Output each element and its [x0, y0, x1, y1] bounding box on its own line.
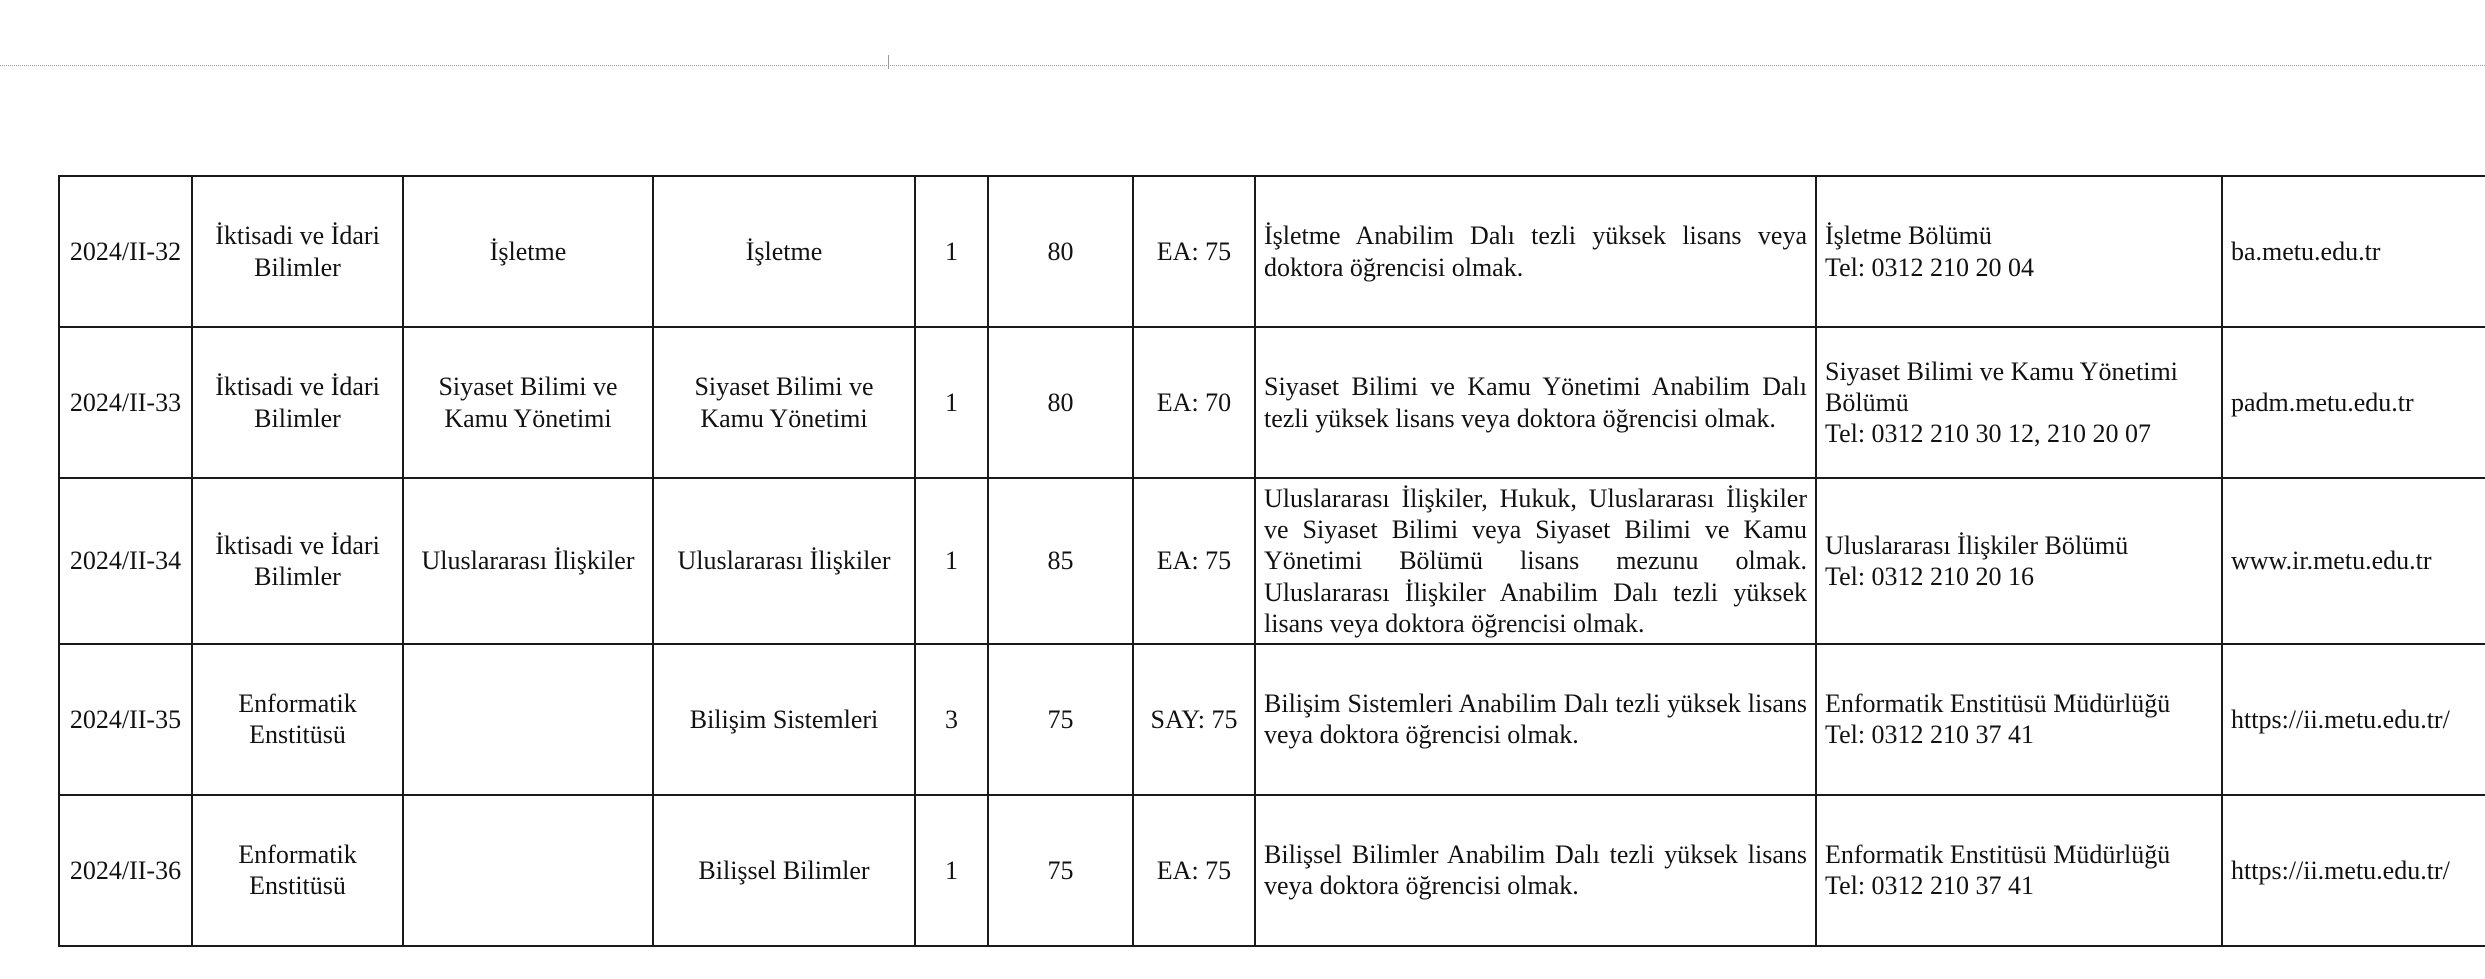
- score-cell: 85: [988, 478, 1133, 644]
- requirement-cell: Uluslararası İlişkiler, Hukuk, Uluslararası İlişkiler ve Siyaset Bilimi veya Siyaset Bilimi ve Kamu Yönetimi Bölümü lisans mezunu olmak. Uluslararası İlişkiler Anabilim Dalı tezli yüksek lisans veya doktora öğrencisi olmak.: [1255, 478, 1816, 644]
- score-cell: 80: [988, 327, 1133, 478]
- ales-cell: EA: 75: [1133, 478, 1255, 644]
- contact-cell: [1816, 176, 2222, 327]
- website-cell: https://ii.metu.edu.tr/: [2222, 795, 2485, 946]
- quota-cell: 1: [915, 795, 988, 946]
- department-cell: İşletme: [403, 176, 653, 327]
- contact-phone: Tel: 0312 210 20 04: [1825, 252, 2035, 282]
- ales-cell: EA: 70: [1133, 327, 1255, 478]
- contact-unit: Enformatik Enstitüsü Müdürlüğü: [1825, 689, 2171, 719]
- website-cell: https://ii.metu.edu.tr/: [2222, 644, 2485, 795]
- announcement-number: 2024/II-35: [59, 644, 192, 795]
- website-cell: padm.metu.edu.tr: [2222, 327, 2485, 478]
- contact-unit: İşletme Bölümü: [1825, 221, 1992, 251]
- program-cell: Bilişsel Bilimler: [653, 795, 915, 946]
- department-cell: Uluslararası İlişkiler: [403, 478, 653, 644]
- website-cell: ba.metu.edu.tr: [2222, 176, 2485, 327]
- announcement-number: 2024/II-33: [59, 327, 192, 478]
- program-cell: Bilişim Sistemleri: [653, 644, 915, 795]
- quota-cell: 1: [915, 176, 988, 327]
- table-row: [59, 478, 2485, 644]
- ales-cell: SAY: 75: [1133, 644, 1255, 795]
- contact-phone: Tel: 0312 210 30 12, 210 20 07: [1825, 419, 2152, 449]
- contact-cell: [1816, 327, 2222, 478]
- department-cell: [403, 795, 653, 946]
- table-row: [59, 327, 2485, 478]
- requirement-cell: İşletme Anabilim Dalı tezli yüksek lisans veya doktora öğrencisi olmak.: [1255, 176, 1816, 327]
- contact-phone: Tel: 0312 210 37 41: [1825, 871, 2035, 901]
- department-cell: [403, 644, 653, 795]
- score-cell: 80: [988, 176, 1133, 327]
- announcement-number: 2024/II-36: [59, 795, 192, 946]
- program-cell: Uluslararası İlişkiler: [653, 478, 915, 644]
- ales-cell: EA: 75: [1133, 795, 1255, 946]
- faculty-cell: İktisadi ve İdari Bilimler: [192, 327, 403, 478]
- requirement-cell: Siyaset Bilimi ve Kamu Yönetimi Anabilim Dalı tezli yüksek lisans veya doktora öğrencisi olmak.: [1255, 327, 1816, 478]
- contact-phone: Tel: 0312 210 20 16: [1825, 561, 2035, 591]
- faculty-cell: İktisadi ve İdari Bilimler: [192, 176, 403, 327]
- table-row: [59, 644, 2485, 795]
- program-cell: Siyaset Bilimi ve Kamu Yönetimi: [653, 327, 915, 478]
- contact-cell: [1816, 478, 2222, 644]
- contact-unit: Siyaset Bilimi ve Kamu Yönetimi Bölümü: [1825, 356, 2178, 417]
- requirement-cell: Bilişim Sistemleri Anabilim Dalı tezli yüksek lisans veya doktora öğrencisi olmak.: [1255, 644, 1816, 795]
- ales-cell: EA: 75: [1133, 176, 1255, 327]
- requirement-cell: Bilişsel Bilimler Anabilim Dalı tezli yüksek lisans veya doktora öğrencisi olmak.: [1255, 795, 1816, 946]
- positions-table: [58, 175, 2485, 947]
- contact-cell: [1816, 644, 2222, 795]
- table-row: [59, 176, 2485, 327]
- program-cell: İşletme: [653, 176, 915, 327]
- contact-cell: [1816, 795, 2222, 946]
- scan-margin-tick: [888, 55, 889, 69]
- score-cell: 75: [988, 644, 1133, 795]
- scan-margin-line: [0, 65, 2485, 66]
- contact-phone: Tel: 0312 210 37 41: [1825, 720, 2035, 750]
- table-row: [59, 795, 2485, 946]
- contact-unit: Enformatik Enstitüsü Müdürlüğü: [1825, 840, 2171, 870]
- announcement-number: 2024/II-32: [59, 176, 192, 327]
- faculty-cell: Enformatik Enstitüsü: [192, 644, 403, 795]
- website-cell: www.ir.metu.edu.tr: [2222, 478, 2485, 644]
- quota-cell: 1: [915, 478, 988, 644]
- score-cell: 75: [988, 795, 1133, 946]
- quota-cell: 3: [915, 644, 988, 795]
- contact-unit: Uluslararası İlişkiler Bölümü: [1825, 530, 2129, 560]
- faculty-cell: Enformatik Enstitüsü: [192, 795, 403, 946]
- quota-cell: 1: [915, 327, 988, 478]
- faculty-cell: İktisadi ve İdari Bilimler: [192, 478, 403, 644]
- department-cell: Siyaset Bilimi ve Kamu Yönetimi: [403, 327, 653, 478]
- announcement-number: 2024/II-34: [59, 478, 192, 644]
